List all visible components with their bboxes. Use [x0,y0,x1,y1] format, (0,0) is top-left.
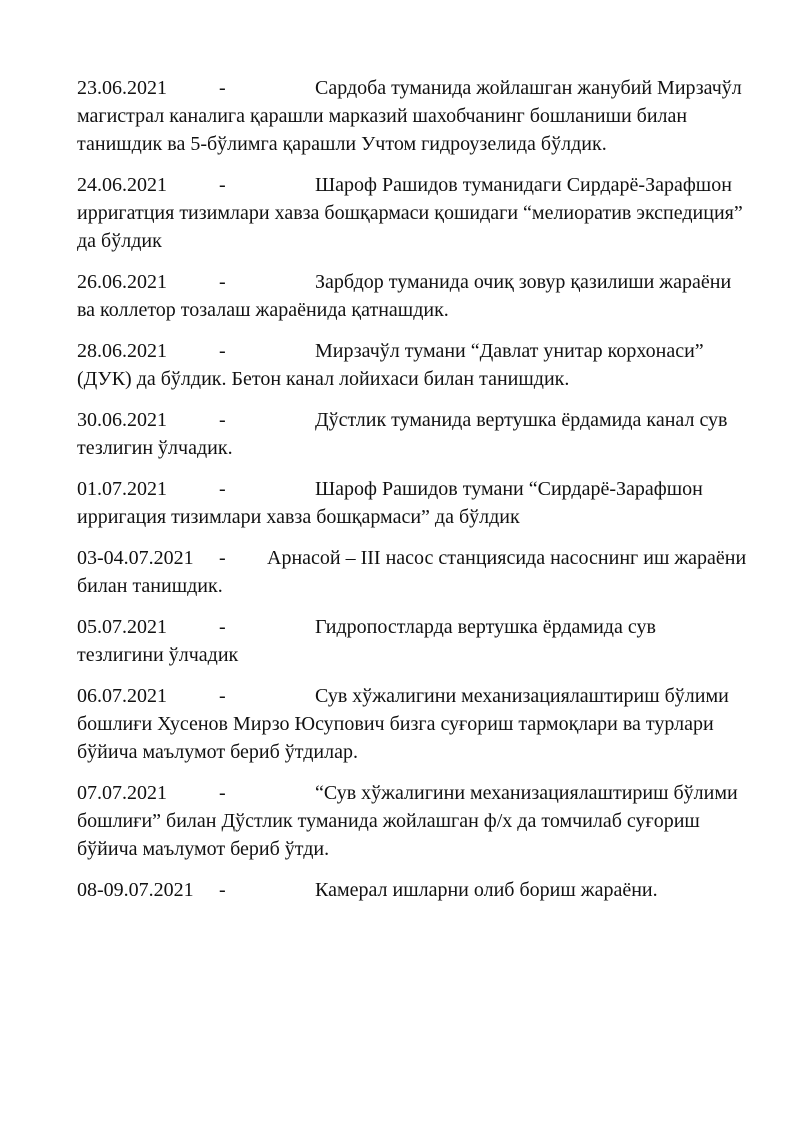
log-entry [77,876,747,904]
entry-text: Сардоба туманида жойлашган жанубий Мирзачўл магистрал каналига қарашли марказий шахобчанинг бошланиши билан танишдик ва 5-бўлимга қарашли Учтом гидроузелида бўлдик. [77,77,742,155]
entry-text: Шароф Рашидов тумани “Сирдарё-Зарафшон ирригация тизимлари хавза бошқармаси” да бўлдик [77,478,703,528]
entry-date: 03-04.07.2021 [77,547,194,569]
entry-date: 24.06.2021 [77,174,167,196]
entry-date: 06.07.2021 [77,685,167,707]
entry-dash: - [219,478,226,500]
entry-dash: - [219,409,226,431]
entry-text: Камерал ишларни олиб бориш жараёни. [315,879,658,901]
entry-dash: - [219,77,226,99]
log-entry [77,74,747,158]
entry-date: 07.07.2021 [77,782,167,804]
entry-date: 28.06.2021 [77,340,167,362]
entry-dash: - [219,271,226,293]
entry-dash: - [219,782,226,804]
entry-date: 08-09.07.2021 [77,879,194,901]
entry-dash: - [219,174,226,196]
log-entry [77,544,747,600]
log-entry [77,779,747,863]
entry-dash: - [219,879,226,901]
entry-dash: - [219,685,226,707]
log-entry [77,406,747,462]
log-entry [77,268,747,324]
log-entry [77,171,747,255]
entry-date: 30.06.2021 [77,409,167,431]
document-page [77,74,747,917]
entry-date: 05.07.2021 [77,616,167,638]
entry-text: Мирзачўл тумани “Давлат унитар корхонаси” (ДУК) да бўлдик. Бетон канал лойихаси билан танишдик. [77,340,704,390]
entry-date: 26.06.2021 [77,271,167,293]
entry-text: Дўстлик туманида вертушка ёрдамида канал сув тезлигин ўлчадик. [77,409,728,459]
entry-text: Шароф Рашидов туманидаги Сирдарё-Зарафшон ирригатция тизимлари хавза бошқармаси қошидаги “мелиоратив экспедиция” да бўлдик [77,174,743,252]
entry-date: 01.07.2021 [77,478,167,500]
entry-text: “Сув хўжалигини механизациялаштириш бўлими бошлиғи” билан Дўстлик туманида жойлашган ф/х да томчилаб суғориш бўйича маълумот бериб ўтди. [77,782,738,860]
entry-text: Гидропостларда вертушка ёрдамида сув тезлигини ўлчадик [77,616,656,666]
log-entry [77,682,747,766]
entry-dash: - [219,616,226,638]
entry-date: 23.06.2021 [77,77,167,99]
entry-dash: - [219,547,226,569]
log-entry [77,337,747,393]
entry-text: Арнасой – III насос станциясида насоснинг иш жараёни билан танишдик. [77,547,747,597]
log-entry [77,613,747,669]
entry-dash: - [219,340,226,362]
entry-text: Зарбдор туманида очиқ зовур қазилиши жараёни ва коллетор тозалаш жараёнида қатнашдик. [77,271,732,321]
log-entry [77,475,747,531]
entry-text: Сув хўжалигини механизациялаштириш бўлими бошлиғи Хусенов Мирзо Юсупович бизга суғориш тармоқлари ва турлари бўйича маълумот бериб ўтдилар. [77,685,729,763]
